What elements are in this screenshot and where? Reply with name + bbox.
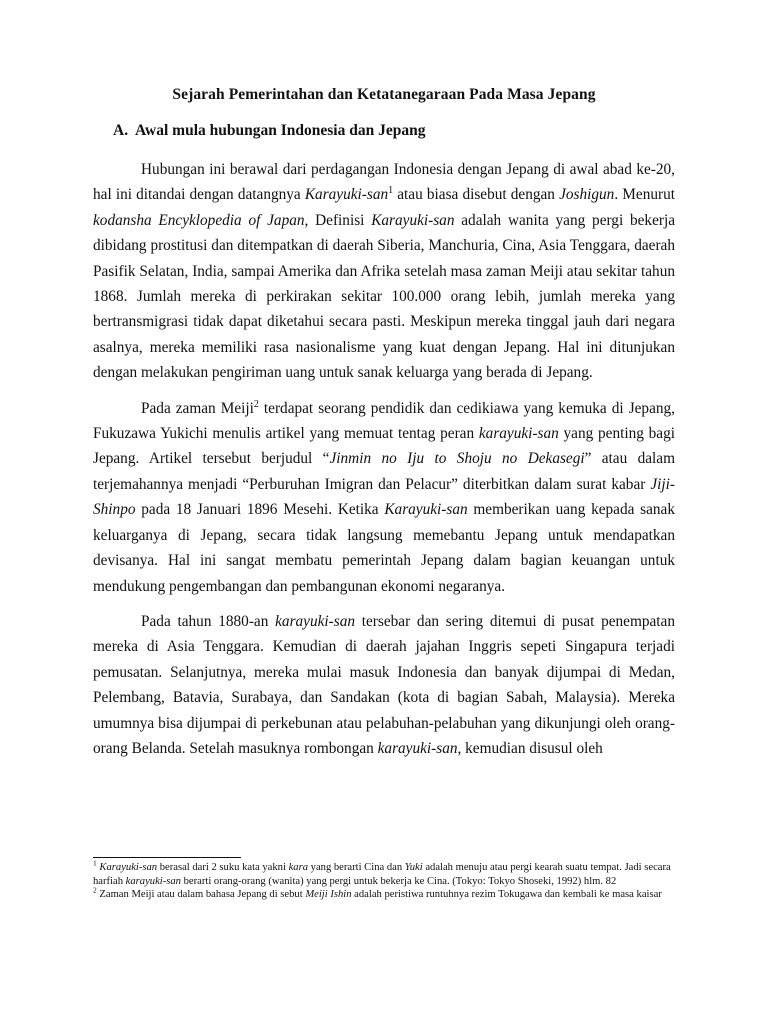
text-run: adalah peristiwa runtuhnya rezim Tokugawa dan kembali ke masa kaisar <box>351 889 662 901</box>
text-run: adalah wanita yang pergi bekerja dibidang prostitusi dan ditempatkan di daerah Siberia, Manchuria, Cina, Asia Tenggara, daerah Pasifik Selatan, India, sampai Amerika dan Afrika setelah masa zaman Meiji atau sekitar tahun 1868. Jumlah mereka di perkirakan sekitar 100.000 orang lebih, jumlah mereka yang bertransmigrasi tidak dapat diketahui secara pasti. Meskipun mereka tinggal jauh dari negara asalnya, mereka memiliki rasa nasionalisme yang kuat dengan Jepang. Hal ini ditunjukan dengan melakukan pengiriman uang untuk sanak keluarga yang berada di Jepang. <box>93 211 675 382</box>
italic-text: karayuki-san <box>275 612 355 630</box>
text-run: , Definisi <box>304 211 372 229</box>
text-run: berarti orang-orang (wanita) yang pergi untuk bekerja ke Cina. (Tokyo: Tokyo Shoseki, 1992) hlm. 82 <box>180 875 617 887</box>
text-run: adalah menuju atau pergi kearah suatu tempat. Jadi secara harfiah <box>93 862 671 887</box>
section-heading <box>113 122 675 140</box>
italic-text: kara <box>288 862 308 873</box>
text-run: yang penting bagi Jepang. Artikel tersebut berjudul “ <box>93 425 675 468</box>
footnotes <box>93 857 675 902</box>
text-run: terdapat seorang pendidik dan cedikiawa yang kemuka di Jepang, Fukuzawa Yukichi menulis artikel yang memuat tentag peran <box>93 399 675 443</box>
footnote-ref: 2 <box>93 885 97 895</box>
text-run: memberikan uang kepada sanak keluarganya di Jepang, secara tidak langsung memebantu Jepang untuk mendapatkan devisanya. Hal ini sangat membatu pemerintah Jepang dalam bagian keuangan untuk mendukung pengembangan dan pembangunan ekonomi negaranya. <box>93 501 675 595</box>
paragraph-2 <box>93 396 675 599</box>
italic-text: karayuki-san <box>377 739 458 757</box>
italic-text: Jiji-Shinpo <box>93 475 675 519</box>
italic-text: karayuki-san <box>478 425 559 443</box>
text-run: yang berarti Cina dan <box>308 862 405 873</box>
text-run: . Menurut <box>614 186 675 204</box>
section-heading-text: Awal mula hubungan Indonesia dan Jepang <box>135 122 426 139</box>
footnote-ref: 1 <box>388 185 394 197</box>
text-run: tersebar dan sering ditemui di pusat penempatan mereka di Asia Tenggara. Kemudian di daerah jajahan Inggris sepeti Singapura terjadi pemusatan. Selanjutnya, mereka mulai masuk Indonesia dan banyak dijumpai di Medan, Pelembang, Batavia, Surabaya, dan Sandakan (kota di bagian Sabah, Malaysia). Mereka umumnya bisa dijumpai di perkebunan atau pelabuhan-pelabuhan yang dikunjungi oleh orang-orang Belanda. Setelah masuknya rombongan <box>93 612 675 757</box>
italic-text: Yuki <box>404 862 423 873</box>
text-run: Zaman Meiji atau dalam bahasa Jepang di sebut <box>96 889 306 901</box>
text-run: pada 18 Januari 1896 Mesehi. Ketika <box>135 501 385 519</box>
italic-text: Joshigun <box>559 186 615 204</box>
italic-text: Karayuki-san <box>304 186 389 204</box>
section-number: A. <box>113 122 129 139</box>
italic-text: Karayuki-san <box>384 501 468 519</box>
text-run: Pada zaman Meiji <box>141 399 254 417</box>
italic-text: Karayuki-san <box>371 211 455 229</box>
text-run: ” atau dalam terjemahannya menjadi “Perburuhan Imigran dan Pelacur” diterbitkan dalam surat kabar <box>93 450 675 493</box>
footnote-2 <box>93 885 675 902</box>
text-run: atau biasa disebut dengan <box>393 186 560 204</box>
italic-text: Karayuki-san <box>99 862 158 873</box>
paragraph-1 <box>93 157 675 386</box>
italic-text: Jinmin no Iju to Shoju no Dekasegi <box>329 450 585 468</box>
footnote-1 <box>93 858 675 888</box>
page-title: Sejarah Pemerintahan dan Ketatanegaraan Pada Masa Jepang <box>172 86 596 103</box>
footnote-separator <box>93 857 241 858</box>
text-run: , kemudian disusul oleh <box>457 739 603 757</box>
italic-text: Meiji Ishin <box>305 889 352 901</box>
text-run: Pada tahun 1880-an <box>141 612 276 630</box>
paragraph-3 <box>93 609 675 761</box>
footnote-ref: 2 <box>253 398 259 410</box>
text-run: Hubungan ini berawal dari perdagangan Indonesia dengan Jepang di awal abad ke-20, hal ini ditandai dengan datangnya <box>93 161 675 204</box>
italic-text: kodansha Encyklopedia of Japan <box>93 211 305 229</box>
italic-text: karayuki-san <box>125 875 181 887</box>
text-run: berasal dari 2 suku kata yakni <box>157 862 289 873</box>
footnote-ref: 1 <box>93 858 97 868</box>
